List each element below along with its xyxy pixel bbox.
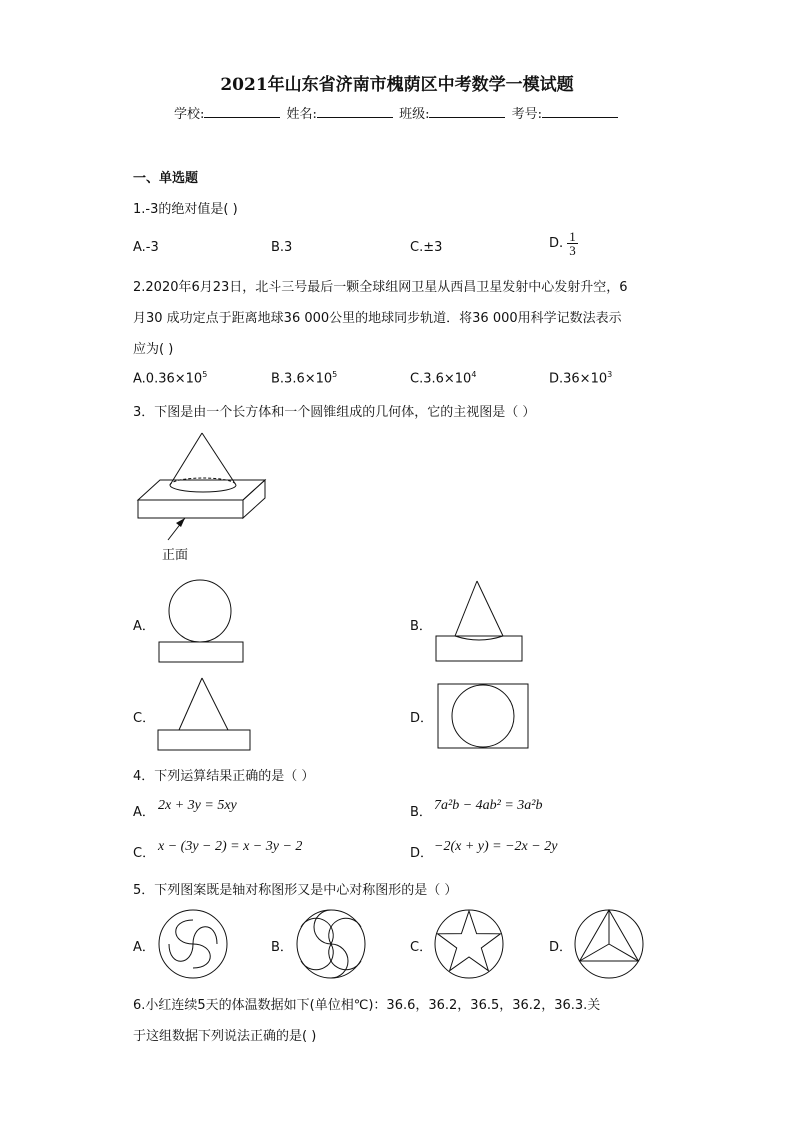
- q6-stem-line1: 6.小红连续5天的体温数据如下(单位相℃)：36.6，36.2，36.5，36.2，36.3.关: [133, 998, 601, 1013]
- q4-option-b-expr: 7a²b − 4ab² = 3a²b: [434, 798, 543, 813]
- q2-option-b-base: B.3.6×10: [271, 371, 333, 387]
- q1-option-a: A.-3: [133, 240, 159, 255]
- q5-option-c-figure: [433, 908, 505, 980]
- q2-stem-line2: 月30 成功定点于距离地球36 000公里的地球同步轨道．将36 000用科学记数法表示: [133, 311, 622, 326]
- q3-solid-figure: [130, 425, 280, 540]
- q2-stem-line3: 应为( ): [133, 342, 174, 357]
- q3-option-a-figure: [155, 578, 247, 664]
- class-label: 班级:: [399, 107, 430, 122]
- q5-stem: 5．下列图案既是轴对称图形又是中心对称图形的是（ ）: [133, 883, 458, 898]
- q3-option-d-label: D．: [410, 711, 434, 726]
- q5-option-d-label: D．: [549, 940, 573, 955]
- q1-option-d: [549, 230, 578, 257]
- q4-option-d-label: D．: [410, 846, 434, 861]
- q1-option-d-prefix: D.: [549, 236, 564, 251]
- q4-option-b-label: B．: [410, 805, 432, 820]
- school-label: 学校:: [174, 107, 205, 122]
- q2-option-a: [133, 370, 207, 386]
- q3-option-c-label: C．: [133, 711, 156, 726]
- section-title: 一、单选题: [133, 171, 199, 186]
- q4-option-c-expr: x − (3y − 2) = x − 3y − 2: [158, 839, 303, 854]
- q4-option-c-label: C．: [133, 846, 156, 861]
- page-title: 2021年山东省济南市槐荫区中考数学一模试题: [220, 75, 574, 95]
- q4-option-a-expr: 2x + 3y = 5xy: [158, 798, 237, 813]
- q1-option-b: B.3: [271, 240, 293, 255]
- student-info-line: [0, 103, 794, 122]
- q5-option-a-figure: [157, 908, 229, 980]
- exam-no-blank[interactable]: [542, 105, 618, 118]
- q2-option-c-base: C.3.6×10: [410, 371, 472, 387]
- school-blank[interactable]: [204, 105, 280, 118]
- q5-option-b-label: B．: [271, 940, 293, 955]
- q3-option-b-label: B．: [410, 619, 432, 634]
- q2-option-b: [271, 370, 337, 386]
- q3-option-b-figure: [433, 578, 527, 664]
- name-blank[interactable]: [317, 105, 393, 118]
- q2-option-c: [410, 370, 476, 386]
- q2-option-b-exp: 5: [332, 370, 338, 379]
- q2-option-a-exp: 5: [202, 370, 208, 379]
- q2-stem-line1: 2.2020年6月23日，北斗三号最后一颗全球组网卫星从西昌卫星发射中心发射升空，6: [133, 280, 628, 295]
- exam-no-label: 考号:: [511, 107, 542, 122]
- q1-option-c: C.±3: [410, 240, 443, 255]
- q2-option-d-base: D.36×10: [549, 371, 608, 387]
- q5-option-a-label: A．: [133, 940, 155, 955]
- q4-option-a-label: A．: [133, 805, 155, 820]
- q2-option-a-base: A.0.36×10: [133, 371, 203, 387]
- q2-option-d: [549, 370, 612, 386]
- q5-option-d-figure: [573, 908, 645, 980]
- q4-stem: 4．下列运算结果正确的是（ ）: [133, 769, 315, 784]
- fraction-numerator: 1: [569, 229, 576, 244]
- q3-option-d-figure: [435, 681, 531, 751]
- q6-stem-line2: 于这组数据下列说法正确的是( ): [133, 1029, 317, 1044]
- q1-stem: 1.-3的绝对值是( ): [133, 202, 238, 217]
- q2-option-d-exp: 3: [607, 370, 613, 379]
- q3-stem: 3．下图是由一个长方体和一个圆锥组成的几何体，它的主视图是（ ）: [133, 405, 536, 420]
- q2-option-c-exp: 4: [471, 370, 477, 379]
- fraction-denominator: 3: [569, 243, 576, 258]
- q3-option-c-figure: [155, 675, 253, 753]
- q4-option-d-expr: −2(x + y) = −2x − 2y: [434, 839, 558, 854]
- q3-option-a-label: A．: [133, 619, 155, 634]
- fraction: [567, 230, 578, 257]
- front-view-label: 正面: [162, 548, 189, 563]
- name-label: 姓名:: [286, 107, 317, 122]
- q5-option-c-label: C．: [410, 940, 433, 955]
- class-blank[interactable]: [429, 105, 505, 118]
- q5-option-b-figure: [295, 908, 367, 980]
